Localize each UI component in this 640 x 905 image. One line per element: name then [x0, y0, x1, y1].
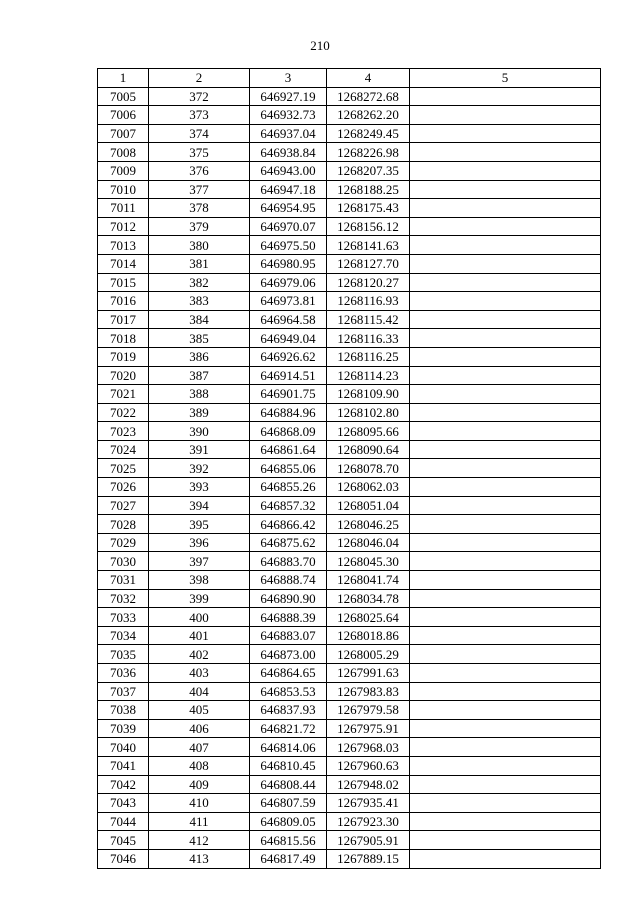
table-cell: 1268041.74	[327, 571, 410, 590]
table-cell: 7010	[98, 180, 149, 199]
table-row	[98, 682, 601, 701]
table-row	[98, 180, 601, 199]
table-cell: 1268272.68	[327, 87, 410, 106]
table-cell: 646954.95	[250, 199, 327, 218]
table-cell	[410, 849, 601, 868]
table-cell	[410, 292, 601, 311]
table-cell: 411	[149, 812, 250, 831]
table-row	[98, 459, 601, 478]
table-row	[98, 645, 601, 664]
table-cell: 404	[149, 682, 250, 701]
table-cell: 401	[149, 626, 250, 645]
table-cell: 7020	[98, 366, 149, 385]
table-cell: 1268046.04	[327, 533, 410, 552]
table-cell	[410, 143, 601, 162]
table-cell: 7042	[98, 775, 149, 794]
table-cell: 397	[149, 552, 250, 571]
table-cell: 7036	[98, 664, 149, 683]
table-cell: 7012	[98, 217, 149, 236]
table-row	[98, 106, 601, 125]
table-cell: 646883.07	[250, 626, 327, 645]
table-cell: 377	[149, 180, 250, 199]
table-row	[98, 515, 601, 534]
table-cell: 405	[149, 701, 250, 720]
table-cell: 413	[149, 849, 250, 868]
table-cell: 7025	[98, 459, 149, 478]
table-row	[98, 533, 601, 552]
table-cell: 395	[149, 515, 250, 534]
table-cell: 385	[149, 329, 250, 348]
table-cell: 386	[149, 347, 250, 366]
table-cell: 646943.00	[250, 161, 327, 180]
table-cell: 387	[149, 366, 250, 385]
table-cell: 646868.09	[250, 422, 327, 441]
table-cell: 403	[149, 664, 250, 683]
table-cell	[410, 254, 601, 273]
table-cell: 646949.04	[250, 329, 327, 348]
table-body	[98, 87, 601, 868]
page-number: 210	[310, 38, 330, 53]
table-cell: 1268115.42	[327, 310, 410, 329]
table-cell: 376	[149, 161, 250, 180]
table-cell: 646947.18	[250, 180, 327, 199]
table-cell	[410, 87, 601, 106]
column-header: 4	[327, 69, 410, 88]
table-cell	[410, 682, 601, 701]
table-cell: 1268188.25	[327, 180, 410, 199]
table-cell	[410, 496, 601, 515]
table-cell: 7026	[98, 478, 149, 497]
table-cell: 7005	[98, 87, 149, 106]
table-cell	[410, 738, 601, 757]
table-cell: 390	[149, 422, 250, 441]
table-cell: 1268116.93	[327, 292, 410, 311]
table-cell: 7038	[98, 701, 149, 720]
table-cell	[410, 756, 601, 775]
table-row	[98, 124, 601, 143]
table-cell: 1268090.64	[327, 440, 410, 459]
table-row	[98, 329, 601, 348]
table-cell: 646888.74	[250, 571, 327, 590]
table-row	[98, 292, 601, 311]
table-cell: 7016	[98, 292, 149, 311]
table-cell	[410, 440, 601, 459]
table-cell: 7021	[98, 385, 149, 404]
table-cell: 1268046.25	[327, 515, 410, 534]
table-cell	[410, 217, 601, 236]
table-cell: 1267983.83	[327, 682, 410, 701]
table-cell: 7011	[98, 199, 149, 218]
column-header: 1	[98, 69, 149, 88]
table-cell: 394	[149, 496, 250, 515]
table-cell: 646927.19	[250, 87, 327, 106]
table-cell	[410, 533, 601, 552]
table-cell: 1267889.15	[327, 849, 410, 868]
table-cell: 646970.07	[250, 217, 327, 236]
table-cell: 646807.59	[250, 794, 327, 813]
table-cell: 1268262.20	[327, 106, 410, 125]
table-cell: 372	[149, 87, 250, 106]
table-cell	[410, 161, 601, 180]
table-cell: 646926.62	[250, 347, 327, 366]
table-cell: 406	[149, 719, 250, 738]
table-cell: 646883.70	[250, 552, 327, 571]
table-cell	[410, 310, 601, 329]
table-cell: 7043	[98, 794, 149, 813]
table-cell: 408	[149, 756, 250, 775]
table-cell: 391	[149, 440, 250, 459]
table-cell	[410, 273, 601, 292]
table-cell: 646979.06	[250, 273, 327, 292]
table-cell: 1268095.66	[327, 422, 410, 441]
table-cell: 400	[149, 608, 250, 627]
table-row	[98, 626, 601, 645]
table-cell	[410, 589, 601, 608]
table-cell: 7013	[98, 236, 149, 255]
table-cell	[410, 831, 601, 850]
table-row	[98, 608, 601, 627]
table-cell: 380	[149, 236, 250, 255]
table-cell	[410, 106, 601, 125]
table-cell: 7017	[98, 310, 149, 329]
table-cell: 7035	[98, 645, 149, 664]
table-cell	[410, 403, 601, 422]
table-cell: 646932.73	[250, 106, 327, 125]
table-cell: 7009	[98, 161, 149, 180]
table-row	[98, 254, 601, 273]
table-cell: 399	[149, 589, 250, 608]
table-row	[98, 236, 601, 255]
table-cell: 646884.96	[250, 403, 327, 422]
table-cell: 646875.62	[250, 533, 327, 552]
table-row	[98, 273, 601, 292]
table-cell: 7019	[98, 347, 149, 366]
table-cell	[410, 664, 601, 683]
table-cell: 7037	[98, 682, 149, 701]
table-cell: 1268207.35	[327, 161, 410, 180]
table-cell	[410, 515, 601, 534]
table-cell	[410, 180, 601, 199]
table-cell: 1268114.23	[327, 366, 410, 385]
table-cell: 7039	[98, 719, 149, 738]
table-cell: 7015	[98, 273, 149, 292]
table-cell: 409	[149, 775, 250, 794]
table-cell: 646890.90	[250, 589, 327, 608]
table-row	[98, 440, 601, 459]
table-row	[98, 87, 601, 106]
table-cell: 7034	[98, 626, 149, 645]
table-cell	[410, 459, 601, 478]
table-cell: 1268045.30	[327, 552, 410, 571]
table-row	[98, 403, 601, 422]
table-cell	[410, 571, 601, 590]
table-cell: 1267991.63	[327, 664, 410, 683]
table-row	[98, 347, 601, 366]
table-cell: 7045	[98, 831, 149, 850]
table-cell: 374	[149, 124, 250, 143]
table-cell: 392	[149, 459, 250, 478]
table-cell: 646866.42	[250, 515, 327, 534]
table-cell: 7024	[98, 440, 149, 459]
table-cell: 1268034.78	[327, 589, 410, 608]
table-cell: 7007	[98, 124, 149, 143]
table-cell	[410, 701, 601, 720]
column-header: 3	[250, 69, 327, 88]
table-row	[98, 756, 601, 775]
table-cell: 412	[149, 831, 250, 850]
table-row	[98, 664, 601, 683]
table-row	[98, 589, 601, 608]
table-row	[98, 217, 601, 236]
table-cell: 1268156.12	[327, 217, 410, 236]
table-cell: 1268141.63	[327, 236, 410, 255]
table-cell: 1268062.03	[327, 478, 410, 497]
table-cell	[410, 794, 601, 813]
table-cell: 7028	[98, 515, 149, 534]
table-cell: 646888.39	[250, 608, 327, 627]
table-cell: 646901.75	[250, 385, 327, 404]
table-cell: 7006	[98, 106, 149, 125]
table-cell: 646864.65	[250, 664, 327, 683]
table-cell: 1268120.27	[327, 273, 410, 292]
table-cell: 402	[149, 645, 250, 664]
table-cell: 1267935.41	[327, 794, 410, 813]
table-cell: 7018	[98, 329, 149, 348]
table-row	[98, 719, 601, 738]
table-cell: 396	[149, 533, 250, 552]
table-cell: 646810.45	[250, 756, 327, 775]
table-cell	[410, 199, 601, 218]
table-cell: 7040	[98, 738, 149, 757]
table-cell: 381	[149, 254, 250, 273]
table-cell: 1268078.70	[327, 459, 410, 478]
table-cell	[410, 812, 601, 831]
table-cell: 1268116.33	[327, 329, 410, 348]
table-row	[98, 701, 601, 720]
table-cell: 646873.00	[250, 645, 327, 664]
table-cell	[410, 329, 601, 348]
table-cell: 1268005.29	[327, 645, 410, 664]
table-cell: 646814.06	[250, 738, 327, 757]
table-cell: 1267923.30	[327, 812, 410, 831]
table-cell: 7030	[98, 552, 149, 571]
table-cell	[410, 366, 601, 385]
column-header: 5	[410, 69, 601, 88]
table-cell: 646837.93	[250, 701, 327, 720]
table-cell	[410, 478, 601, 497]
table-cell: 646821.72	[250, 719, 327, 738]
coordinates-table	[97, 68, 601, 869]
table-cell: 7008	[98, 143, 149, 162]
table-cell: 7022	[98, 403, 149, 422]
table-cell: 378	[149, 199, 250, 218]
table-cell: 1267905.91	[327, 831, 410, 850]
table-cell: 1268051.04	[327, 496, 410, 515]
table-cell: 7032	[98, 589, 149, 608]
table-cell: 1268109.90	[327, 385, 410, 404]
table-cell: 7033	[98, 608, 149, 627]
table-cell: 1268127.70	[327, 254, 410, 273]
table-cell	[410, 645, 601, 664]
table-cell: 646815.56	[250, 831, 327, 850]
table-row	[98, 422, 601, 441]
table-cell: 646964.58	[250, 310, 327, 329]
table-cell: 646855.06	[250, 459, 327, 478]
table-row	[98, 552, 601, 571]
table-cell: 1268018.86	[327, 626, 410, 645]
table-row	[98, 794, 601, 813]
table-cell: 382	[149, 273, 250, 292]
table-cell: 646809.05	[250, 812, 327, 831]
table-cell: 1268102.80	[327, 403, 410, 422]
table-row	[98, 738, 601, 757]
table-header-row	[98, 69, 601, 88]
table-cell: 7046	[98, 849, 149, 868]
table-row	[98, 161, 601, 180]
table-cell: 646817.49	[250, 849, 327, 868]
table-cell: 393	[149, 478, 250, 497]
table-cell: 646975.50	[250, 236, 327, 255]
table-cell	[410, 719, 601, 738]
table-row	[98, 775, 601, 794]
table-cell: 1267975.91	[327, 719, 410, 738]
table-cell: 398	[149, 571, 250, 590]
table-cell: 7014	[98, 254, 149, 273]
table-cell: 1267948.02	[327, 775, 410, 794]
table-cell: 388	[149, 385, 250, 404]
table-cell: 1268226.98	[327, 143, 410, 162]
table-cell: 646938.84	[250, 143, 327, 162]
table-cell: 7027	[98, 496, 149, 515]
table-cell: 1268025.64	[327, 608, 410, 627]
table-row	[98, 496, 601, 515]
table-cell: 646861.64	[250, 440, 327, 459]
table-cell: 646980.95	[250, 254, 327, 273]
table-cell	[410, 608, 601, 627]
table-cell: 7031	[98, 571, 149, 590]
table-cell	[410, 236, 601, 255]
table-cell: 7044	[98, 812, 149, 831]
table-row	[98, 571, 601, 590]
table-cell	[410, 385, 601, 404]
table-row	[98, 478, 601, 497]
table-row	[98, 831, 601, 850]
table-cell: 646973.81	[250, 292, 327, 311]
table-row	[98, 366, 601, 385]
table-cell: 646937.04	[250, 124, 327, 143]
table-cell: 1268175.43	[327, 199, 410, 218]
table-cell: 375	[149, 143, 250, 162]
table-cell	[410, 552, 601, 571]
table-cell: 7023	[98, 422, 149, 441]
table-cell	[410, 422, 601, 441]
table-cell: 646857.32	[250, 496, 327, 515]
table-cell: 7029	[98, 533, 149, 552]
table-cell: 646914.51	[250, 366, 327, 385]
table-cell	[410, 124, 601, 143]
table-cell: 379	[149, 217, 250, 236]
table-cell: 407	[149, 738, 250, 757]
table-cell: 410	[149, 794, 250, 813]
table-row	[98, 143, 601, 162]
table-cell: 1268249.45	[327, 124, 410, 143]
table-cell: 646855.26	[250, 478, 327, 497]
table-cell: 384	[149, 310, 250, 329]
table-cell: 7041	[98, 756, 149, 775]
table-cell	[410, 347, 601, 366]
table-cell: 373	[149, 106, 250, 125]
table-cell	[410, 626, 601, 645]
table-cell: 646853.53	[250, 682, 327, 701]
table-row	[98, 310, 601, 329]
table-row	[98, 812, 601, 831]
table-cell: 1268116.25	[327, 347, 410, 366]
column-header: 2	[149, 69, 250, 88]
table-cell	[410, 775, 601, 794]
table-row	[98, 199, 601, 218]
table-row	[98, 849, 601, 868]
table-cell: 646808.44	[250, 775, 327, 794]
table-cell: 383	[149, 292, 250, 311]
table-cell: 1267960.63	[327, 756, 410, 775]
table-cell: 1267968.03	[327, 738, 410, 757]
table-row	[98, 385, 601, 404]
table-cell: 1267979.58	[327, 701, 410, 720]
table-cell: 389	[149, 403, 250, 422]
